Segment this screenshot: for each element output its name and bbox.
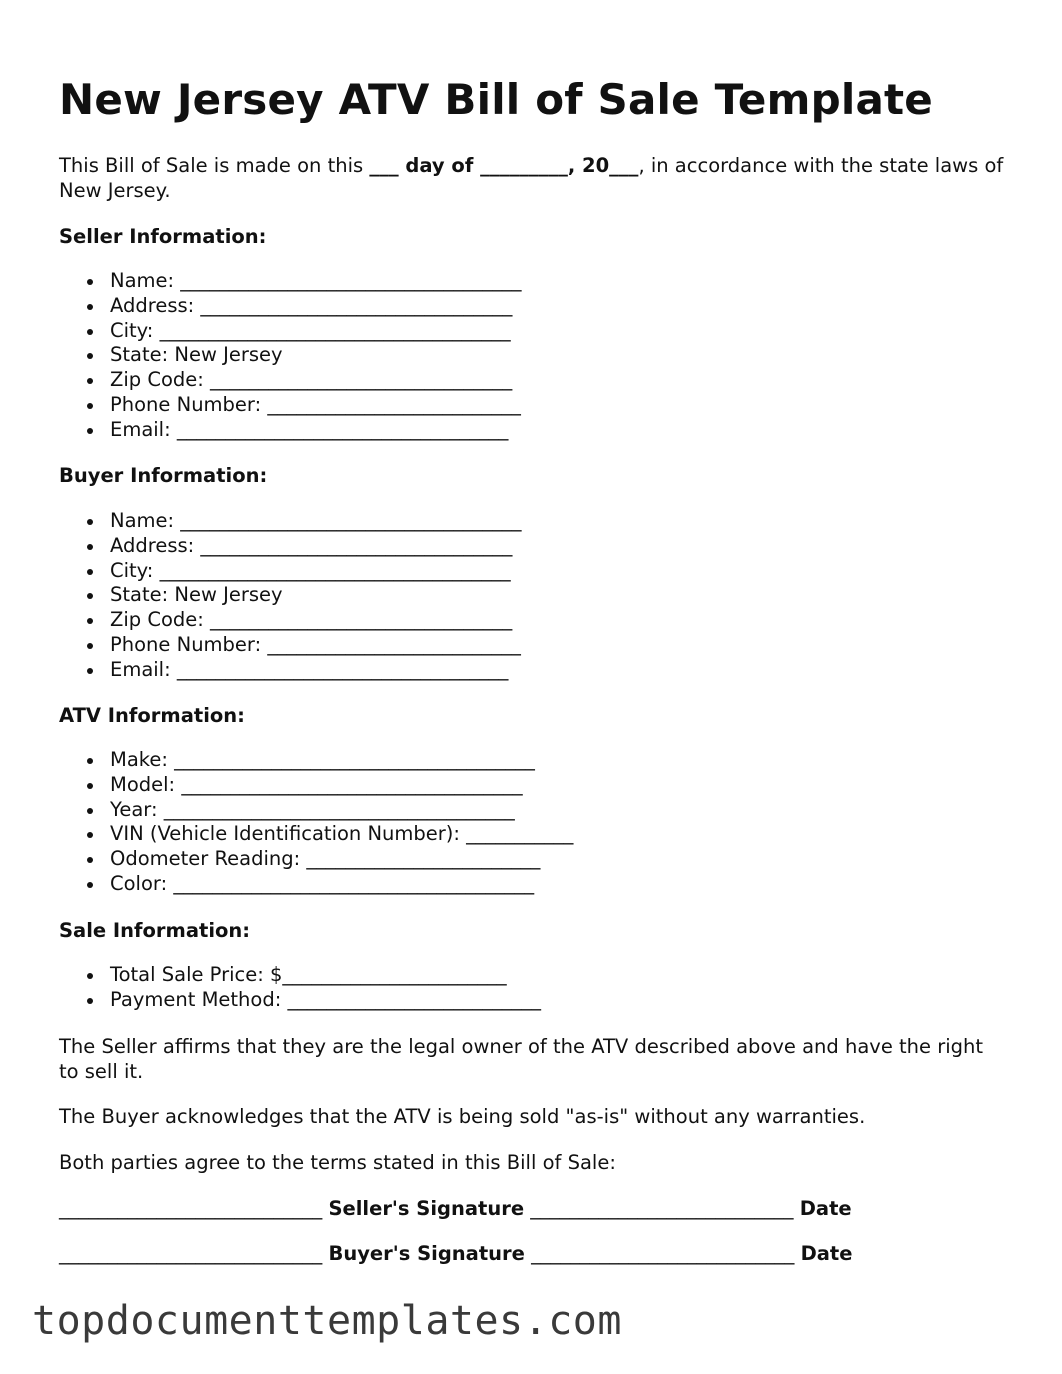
document-title: New Jersey ATV Bill of Sale Template (59, 75, 933, 124)
seller-signature-blank[interactable]: ___________________________ (59, 1197, 323, 1220)
atv-color-field[interactable]: Color: _____________________________________ (110, 872, 573, 897)
seller-fields (59, 269, 522, 443)
buyer-date-blank[interactable]: ___________________________ (531, 1242, 795, 1265)
seller-state-field: State: New Jersey (110, 343, 522, 368)
seller-phone-field[interactable]: Phone Number: __________________________ (110, 392, 521, 416)
seller-address-field[interactable]: Address: ________________________________ (110, 294, 522, 319)
buyer-city-field[interactable]: City: ____________________________________ (110, 559, 522, 584)
atv-year-field[interactable]: Year: ____________________________________ (110, 798, 573, 823)
sale-price-field[interactable]: Total Sale Price: $_______________________ (110, 963, 541, 988)
seller-signature-label: Seller's Signature (328, 1197, 525, 1220)
seller-date-blank[interactable]: ___________________________ (530, 1197, 794, 1220)
seller-city-field[interactable]: City: ____________________________________ (110, 319, 522, 344)
atv-make-field[interactable]: Make: _____________________________________ (110, 748, 573, 773)
buyer-acknowledgement: The Buyer acknowledges that the ATV is being sold "as-is" without any warranties. (59, 1105, 866, 1128)
atv-odometer-field[interactable]: Odometer Reading: ________________________ (110, 847, 573, 872)
buyer-phone-field[interactable]: Phone Number: __________________________ (110, 632, 521, 656)
buyer-heading: Buyer Information: (59, 464, 268, 487)
buyer-address-field[interactable]: Address: ________________________________ (110, 534, 522, 559)
intro-text-start: This Bill of Sale is made on this (59, 154, 370, 177)
atv-fields (59, 748, 573, 897)
seller-zip-field[interactable]: Zip Code: _______________________________ (110, 368, 522, 393)
buyer-signature-blank[interactable]: ___________________________ (59, 1242, 323, 1265)
buyer-email-field[interactable]: Email: __________________________________ (110, 658, 522, 683)
buyer-fields (59, 509, 522, 683)
site-watermark: topdocumenttemplates.com (32, 1298, 622, 1344)
buyer-signature-line (59, 1241, 852, 1266)
intro-date-blanks: ___ day of _________, 20___ (369, 154, 639, 177)
sale-heading: Sale Information: (59, 919, 251, 942)
buyer-state-field: State: New Jersey (110, 583, 522, 608)
seller-name-field[interactable]: Name: ___________________________________ (110, 269, 522, 292)
atv-vin-field[interactable]: VIN (Vehicle Identification Number): ___________ (110, 822, 574, 846)
intro-paragraph (59, 153, 1004, 203)
agreement-statement: Both parties agree to the terms stated in this Bill of Sale: (59, 1151, 616, 1174)
buyer-zip-field[interactable]: Zip Code: _______________________________ (110, 608, 522, 633)
buyer-date-label: Date (800, 1242, 853, 1265)
seller-affirmation: The Seller affirms that they are the legal owner of the ATV described above and have the right to sell it. (59, 1035, 984, 1083)
buyer-name-field[interactable]: Name: ___________________________________ (110, 509, 522, 532)
buyer-signature-label: Buyer's Signature (328, 1242, 525, 1265)
atv-heading: ATV Information: (59, 704, 245, 727)
seller-email-field[interactable]: Email: __________________________________ (110, 418, 522, 443)
seller-signature-line (59, 1196, 852, 1221)
payment-method-field[interactable]: Payment Method: __________________________ (110, 987, 541, 1011)
atv-model-field[interactable]: Model: ___________________________________ (110, 773, 573, 798)
seller-heading: Seller Information: (59, 225, 267, 248)
intro-text-end: , in accordance with the state laws of New Jersey. (59, 154, 1004, 202)
sale-fields (59, 963, 541, 1013)
seller-date-label: Date (799, 1197, 852, 1220)
